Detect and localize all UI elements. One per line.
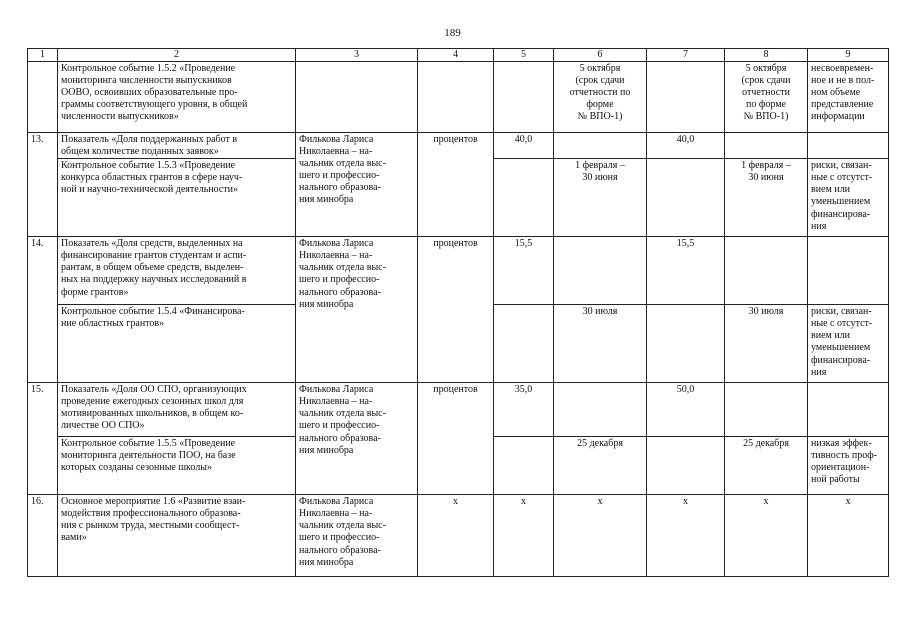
unit-cell	[418, 62, 494, 133]
column-number: 8	[725, 49, 808, 62]
page-number: 189	[444, 27, 461, 39]
risk-cell: несвоевремен- ное и не в пол- ном объеме представление информации	[808, 62, 889, 133]
main-activity-text: Основное мероприятие 1.6 «Развитие взаи- модействия профессионального образова- ния с рынком труда, местными сообщест- вами»	[58, 495, 296, 577]
value-cell	[647, 437, 725, 495]
risk-cell	[808, 133, 889, 159]
column-number: 2	[58, 49, 296, 62]
value-cell: х	[725, 495, 808, 577]
value-cell: х	[647, 495, 725, 577]
deadline-cell	[725, 237, 808, 305]
value-cell: 40,0	[647, 133, 725, 159]
value-cell	[494, 437, 554, 495]
responsible-cell: Филькова Лариса Николаевна – на- чальник отдела выс- шего и профессио- нального образова- ния минобра	[296, 133, 418, 237]
deadline-cell	[725, 133, 808, 159]
row-number: 16.	[28, 495, 58, 577]
row-number: 13.	[28, 133, 58, 237]
responsible-cell: Филькова Лариса Николаевна – на- чальник отдела выс- шего и профессио- нального образова- ния минобра	[296, 383, 418, 495]
deadline-cell	[554, 237, 647, 305]
column-number: 4	[418, 49, 494, 62]
value-cell: х	[418, 495, 494, 577]
risk-cell: низкая эффек- тивность проф- ориентацион- ной работы	[808, 437, 889, 495]
indicator-text: Показатель «Доля средств, выделенных на финансирование грантов студентам и аспи- рантам, в общем объеме средств, выделен- ных на поддержку научных исследований в форме грантов»	[58, 237, 296, 305]
column-number: 9	[808, 49, 889, 62]
value-cell	[494, 159, 554, 237]
indicator-text: Показатель «Доля ОО СПО, организующих проведение ежегодных сезонных школ для мотивированных школьников, в общем ко- личестве ОО СПО»	[58, 383, 296, 437]
deadline-cell: 5 октября (срок сдачи отчетности по форме № ВПО-1)	[725, 62, 808, 133]
value-cell: х	[808, 495, 889, 577]
unit-cell: процентов	[418, 237, 494, 383]
table-row	[28, 495, 889, 577]
risk-cell	[808, 383, 889, 437]
control-event-text: Контрольное событие 1.5.5 «Проведение мониторинга деятельности ПОО, на базе которых созданы сезонные школы»	[58, 437, 296, 495]
risk-cell	[808, 237, 889, 305]
unit-cell: процентов	[418, 383, 494, 495]
table-row	[28, 133, 889, 159]
control-event-text: Контрольное событие 1.5.3 «Проведение конкурса областных грантов в сфере науч- ной и научно-технической деятельности»	[58, 159, 296, 237]
deadline-cell	[554, 133, 647, 159]
value-cell: х	[494, 495, 554, 577]
row-number: 15.	[28, 383, 58, 495]
column-number: 3	[296, 49, 418, 62]
value-cell	[494, 62, 554, 133]
responsible-cell: Филькова Лариса Николаевна – на- чальник отдела выс- шего и профессио- нального образова- ния минобра	[296, 237, 418, 383]
control-event-text: Контрольное событие 1.5.4 «Финансирова- ние областных грантов»	[58, 305, 296, 383]
deadline-cell	[554, 383, 647, 437]
plan-table	[27, 48, 889, 577]
value-cell: 50,0	[647, 383, 725, 437]
table-row	[28, 237, 889, 305]
value-cell: 15,5	[494, 237, 554, 305]
responsible-cell: Филькова Лариса Николаевна – на- чальник отдела выс- шего и профессио- нального образова- ния минобра	[296, 495, 418, 577]
value-cell: х	[554, 495, 647, 577]
column-number: 5	[494, 49, 554, 62]
deadline-cell: 25 декабря	[554, 437, 647, 495]
risk-cell: риски, связан- ные с отсутст- вием или уменьшением финансирова- ния	[808, 305, 889, 383]
table-row	[28, 62, 889, 133]
value-cell: 15,5	[647, 237, 725, 305]
value-cell	[647, 159, 725, 237]
deadline-cell: 30 июля	[554, 305, 647, 383]
deadline-cell: 1 февраля – 30 июня	[725, 159, 808, 237]
deadline-cell: 1 февраля – 30 июня	[554, 159, 647, 237]
risk-cell: риски, связан- ные с отсутст- вием или уменьшением финансирова- ния	[808, 159, 889, 237]
indicator-text: Показатель «Доля поддержанных работ в общем количестве поданных заявок»	[58, 133, 296, 159]
column-number-row	[28, 49, 889, 62]
deadline-cell: 5 октября (срок сдачи отчетности по форме № ВПО-1)	[554, 62, 647, 133]
column-number: 1	[28, 49, 58, 62]
row-number: 14.	[28, 237, 58, 383]
row-number	[28, 62, 58, 133]
deadline-cell: 25 декабря	[725, 437, 808, 495]
value-cell	[647, 305, 725, 383]
column-number: 6	[554, 49, 647, 62]
table-row	[28, 383, 889, 437]
value-cell: 35,0	[494, 383, 554, 437]
deadline-cell: 30 июля	[725, 305, 808, 383]
value-cell	[494, 305, 554, 383]
unit-cell: процентов	[418, 133, 494, 237]
value-cell	[647, 62, 725, 133]
deadline-cell	[725, 383, 808, 437]
responsible-cell	[296, 62, 418, 133]
column-number: 7	[647, 49, 725, 62]
value-cell: 40,0	[494, 133, 554, 159]
control-event-text: Контрольное событие 1.5.2 «Проведение мониторинга численности выпускников ООВО, освоивших образовательные про- граммы соответствующего уровня, в общей численности выпускников»	[58, 62, 296, 133]
